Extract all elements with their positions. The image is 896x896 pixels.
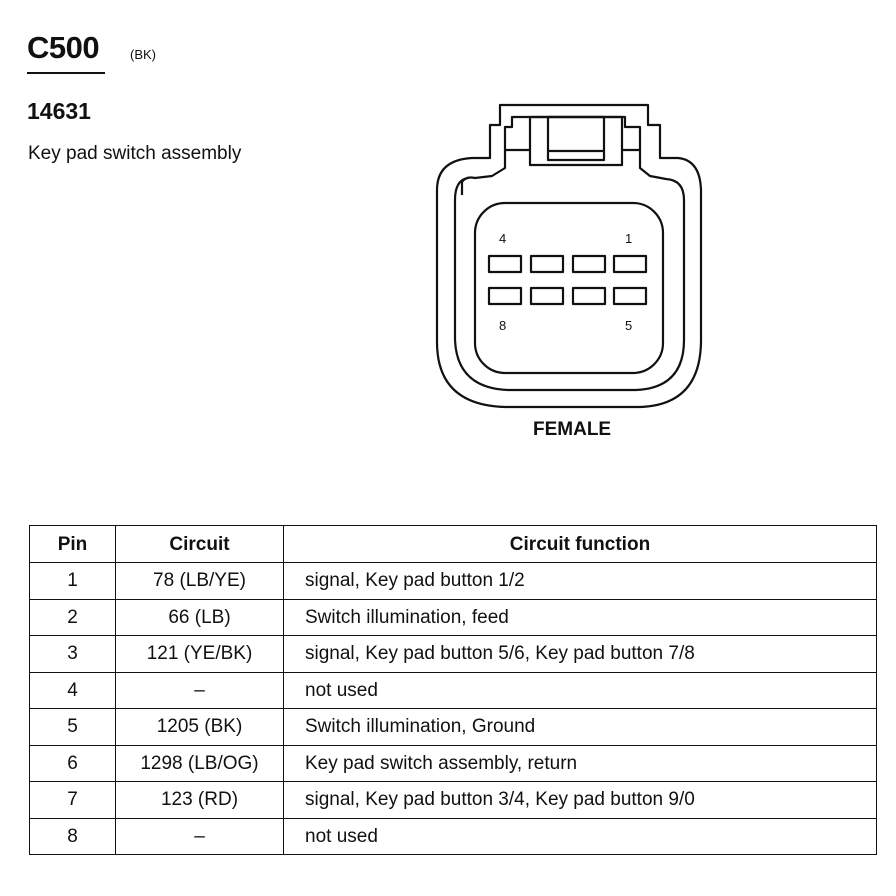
connector-gender: FEMALE: [533, 419, 612, 440]
table-row: [30, 745, 877, 782]
circuit-cell: 1205 (BK): [116, 709, 284, 746]
function-cell: signal, Key pad button 5/6, Key pad button 7/8: [284, 636, 877, 673]
pin-cavity-5: [614, 288, 646, 304]
pin-cavity-4: [489, 256, 521, 272]
function-cell: Switch illumination, feed: [284, 599, 877, 636]
pin-cavity-2: [573, 256, 605, 272]
part-number: 14631: [27, 98, 91, 124]
pin-cell: 4: [30, 672, 116, 709]
pin-cavity-6: [573, 288, 605, 304]
table-row: [30, 782, 877, 819]
circuit-cell: –: [116, 672, 284, 709]
header-circuit: Circuit: [116, 526, 284, 563]
pin-cavity-3: [531, 256, 563, 272]
function-cell: not used: [284, 818, 877, 855]
pin-cell: 1: [30, 563, 116, 600]
latch-outer: [530, 117, 622, 165]
latch-tab: [548, 151, 604, 160]
pin-cell: 5: [30, 709, 116, 746]
function-cell: signal, Key pad button 3/4, Key pad button 9/0: [284, 782, 877, 819]
table-row: [30, 636, 877, 673]
function-cell: Key pad switch assembly, return: [284, 745, 877, 782]
pin-cell: 6: [30, 745, 116, 782]
pin-cavity-7: [531, 288, 563, 304]
pin-cavity-1: [614, 256, 646, 272]
pin-cell: 8: [30, 818, 116, 855]
header-circuit-function: Circuit function: [284, 526, 877, 563]
connector-description: Key pad switch assembly: [28, 143, 242, 164]
connector-color: (BK): [130, 47, 156, 62]
circuit-cell: 123 (RD): [116, 782, 284, 819]
pin-label-8: 8: [499, 318, 507, 333]
pinout-table: [29, 525, 877, 855]
circuit-cell: –: [116, 818, 284, 855]
pin-label-4: 4: [499, 231, 507, 246]
table-row: [30, 672, 877, 709]
function-cell: signal, Key pad button 1/2: [284, 563, 877, 600]
table-header-row: [30, 526, 877, 563]
circuit-cell: 1298 (LB/OG): [116, 745, 284, 782]
table-row: [30, 563, 877, 600]
function-cell: Switch illumination, Ground: [284, 709, 877, 746]
pin-cavity-8: [489, 288, 521, 304]
table-row: [30, 818, 877, 855]
table-row: [30, 709, 877, 746]
connector-id-underline: [27, 72, 105, 74]
pin-cell: 2: [30, 599, 116, 636]
header-pin: Pin: [30, 526, 116, 563]
function-cell: not used: [284, 672, 877, 709]
pin-label-1: 1: [625, 231, 633, 246]
table-row: [30, 599, 877, 636]
pin-label-5: 5: [625, 318, 633, 333]
circuit-cell: 78 (LB/YE): [116, 563, 284, 600]
pin-cell: 3: [30, 636, 116, 673]
connector-id: C500: [27, 30, 100, 65]
circuit-cell: 66 (LB): [116, 599, 284, 636]
latch-inner: [548, 117, 604, 151]
connector-face-drawing: [420, 95, 710, 415]
circuit-cell: 121 (YE/BK): [116, 636, 284, 673]
pin-cell: 7: [30, 782, 116, 819]
